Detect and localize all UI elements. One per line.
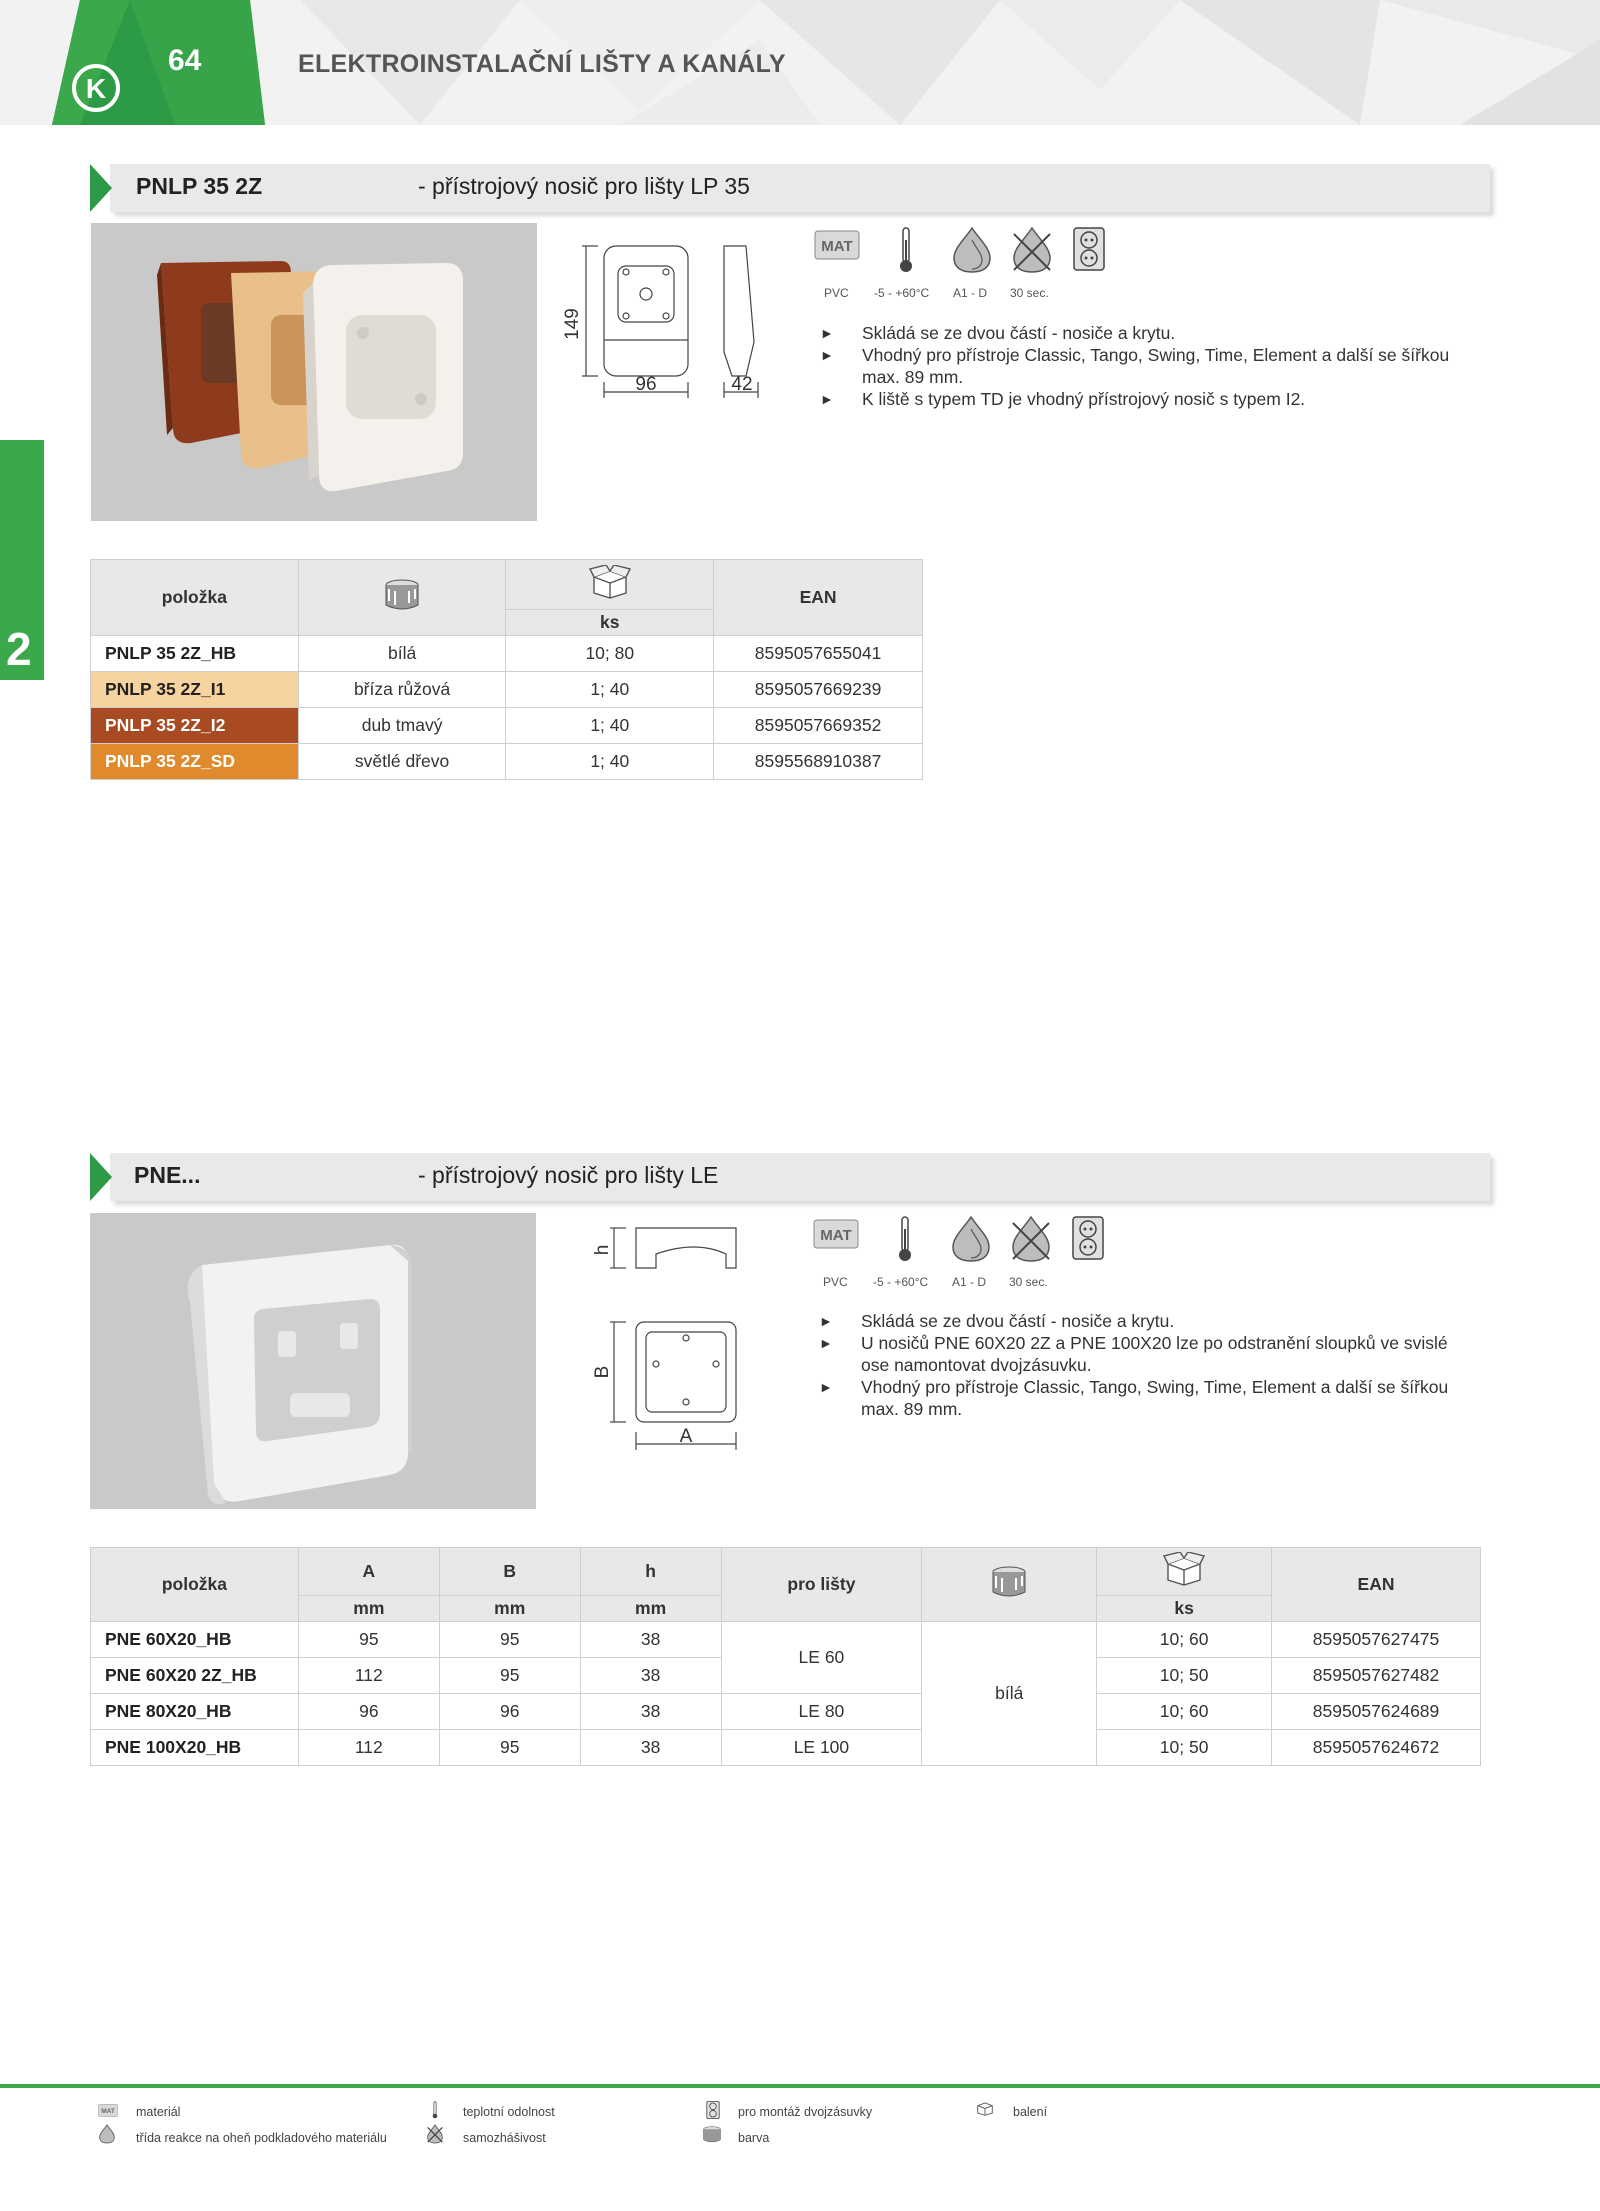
section1-bullet-list [820, 322, 1460, 410]
product-ean: 8595568910387 [714, 744, 923, 780]
legend-box-icon [975, 2100, 995, 2116]
section1-product-table [90, 559, 923, 780]
legend-temperature: teplotní odolnost [463, 2105, 555, 2119]
self-extinguish-icon [1009, 1215, 1053, 1263]
header-rails: pro lišty [721, 1548, 922, 1622]
product-ean: 8595057627482 [1272, 1658, 1481, 1694]
header-unit-b: mm [439, 1596, 580, 1622]
double-socket-icon [1072, 226, 1106, 272]
footer-divider [0, 2084, 1600, 2088]
spec-material-label: PVC [824, 286, 849, 300]
section2-product-photo [90, 1213, 536, 1509]
dim-b: 96 [439, 1694, 580, 1730]
chapter-number: 2 [6, 623, 32, 675]
rail-type: LE 60 [721, 1622, 922, 1694]
paint-can-icon [383, 579, 421, 611]
header-a: A [298, 1548, 439, 1596]
product-ean: 8595057624672 [1272, 1730, 1481, 1766]
chapter-tab [0, 440, 44, 680]
table-row [91, 672, 923, 708]
section1-technical-drawing [558, 232, 778, 400]
header-triangles [0, 0, 1600, 125]
section2-title-bar [110, 1153, 1490, 1201]
table-row [91, 1730, 1481, 1766]
rail-type: LE 80 [721, 1694, 922, 1730]
header-b: B [439, 1548, 580, 1596]
section2-code: PNE... [134, 1162, 201, 1188]
dim-a: 112 [298, 1658, 439, 1694]
legend-thermometer-icon [432, 2101, 438, 2119]
legend-double-socket: pro montáž dvojzásuvky [738, 2105, 873, 2119]
legend-fire-class: třída reakce na oheň podkladového materiálu [136, 2131, 387, 2145]
header-color [922, 1548, 1097, 1622]
bullet-item: ► Vhodný pro přístroje Classic, Tango, Swing, Time, Element a další se šířkou max. 89 mm. [819, 1376, 1459, 1420]
company-logo [70, 62, 122, 114]
header-unit-h: mm [580, 1596, 721, 1622]
table-row [91, 1694, 1481, 1730]
product-code: PNE 100X20_HB [91, 1730, 299, 1766]
spec-material-label: PVC [823, 1275, 848, 1289]
dim-a: 112 [298, 1730, 439, 1766]
box-icon [588, 565, 632, 599]
flame-icon [949, 1215, 993, 1263]
product-code: PNE 60X20 2Z_HB [91, 1658, 299, 1694]
page-title: ELEKTROINSTALAČNÍ LIŠTY A KANÁLY [298, 50, 786, 78]
legend-mat-icon [98, 2104, 118, 2117]
product-color: světlé dřevo [298, 744, 506, 780]
header-pack-unit: ks [506, 610, 714, 636]
product-code: PNE 80X20_HB [91, 1694, 299, 1730]
dimension-a-label: A [679, 1426, 693, 1447]
section1-code: PNLP 35 2Z [136, 173, 263, 199]
svg-text:MAT: MAT [821, 238, 853, 255]
table-row [91, 1622, 1481, 1658]
section2-product-table [90, 1547, 1481, 1766]
dim-a: 96 [298, 1694, 439, 1730]
section1-title-bar [110, 164, 1490, 212]
section1-arrow-icon [90, 164, 112, 212]
product-ean: 8595057655041 [714, 636, 923, 672]
legend-self-extinguish-icon [426, 2124, 444, 2144]
product-color: bříza růžová [298, 672, 506, 708]
section2-bullet-list [819, 1310, 1459, 1420]
bullet-item: ► Skládá se ze dvou částí - nosiče a krytu. [820, 322, 1460, 344]
dim-b: 95 [439, 1622, 580, 1658]
paint-can-icon [990, 1566, 1028, 1598]
page-number: 64 [168, 44, 202, 77]
legend-color: barva [738, 2131, 770, 2145]
thermometer-icon [897, 1215, 913, 1263]
spec-temperature-label: -5 - +60°C [873, 1275, 929, 1289]
header-ean: EAN [1272, 1548, 1481, 1622]
legend-flame-icon [98, 2124, 116, 2144]
product-pack: 10; 60 [1097, 1622, 1272, 1658]
bullet-item: ► K liště s typem TD je vhodný přístrojový nosič s typem I2. [820, 388, 1460, 410]
product-color: bílá [298, 636, 506, 672]
product-code: PNLP 35 2Z_I1 [91, 672, 299, 708]
section1-product-photo [91, 223, 537, 521]
svg-text:MAT: MAT [101, 2108, 115, 2116]
product-pack: 1; 40 [506, 672, 714, 708]
dim-b: 95 [439, 1730, 580, 1766]
dim-h: 38 [580, 1622, 721, 1658]
product-code: PNE 60X20_HB [91, 1622, 299, 1658]
self-extinguish-icon [1010, 226, 1054, 274]
product-ean: 8595057624689 [1272, 1694, 1481, 1730]
product-color: dub tmavý [298, 708, 506, 744]
spec-self-extinguish-label: 30 sec. [1010, 286, 1049, 300]
mat-icon [813, 1219, 859, 1249]
product-code: PNLP 35 2Z_I2 [91, 708, 299, 744]
header-h: h [580, 1548, 721, 1596]
product-ean: 8595057669239 [714, 672, 923, 708]
dimension-h-label: h [592, 1244, 613, 1256]
double-socket-icon [1071, 1215, 1105, 1261]
dimension-b-label: B [592, 1365, 613, 1379]
flame-icon [950, 226, 994, 274]
spec-self-extinguish-label: 30 sec. [1009, 1275, 1048, 1289]
table-row [91, 744, 923, 780]
svg-text:MAT: MAT [820, 1227, 852, 1244]
header-unit-a: mm [298, 1596, 439, 1622]
legend-self-extinguish: samozhášivost [463, 2131, 546, 2145]
dimension-depth-label: 42 [731, 374, 753, 395]
legend-packaging: balení [1013, 2105, 1048, 2119]
header-item: položka [91, 1548, 299, 1622]
dim-h: 38 [580, 1658, 721, 1694]
bullet-item: ► Skládá se ze dvou částí - nosiče a krytu. [819, 1310, 1459, 1332]
product-code: PNLP 35 2Z_HB [91, 636, 299, 672]
box-icon [1162, 1552, 1206, 1586]
header-background [0, 0, 1600, 125]
product-ean: 8595057669352 [714, 708, 923, 744]
header-color [298, 560, 506, 636]
header-ean: EAN [714, 560, 923, 636]
section2-technical-drawing [586, 1220, 746, 1456]
header-packaging [1097, 1548, 1272, 1596]
section2-arrow-icon [90, 1153, 112, 1201]
spec-fire-class-label: A1 - D [953, 286, 988, 300]
header-item: položka [91, 560, 299, 636]
thermometer-icon [898, 226, 914, 274]
product-pack: 10; 50 [1097, 1658, 1272, 1694]
legend-paint-can-icon [702, 2126, 722, 2143]
dimension-height-label: 149 [562, 308, 583, 340]
svg-text:K: K [85, 73, 107, 104]
section2-description: - přístrojový nosič pro lišty LE [418, 1162, 719, 1188]
dim-h: 38 [580, 1730, 721, 1766]
legend-material: materiál [136, 2105, 181, 2119]
rail-type: LE 100 [721, 1730, 922, 1766]
table-row [91, 708, 923, 744]
bullet-item: ► U nosičů PNE 60X20 2Z a PNE 100X20 lze po odstranění sloupků ve svislé ose namontovat dvojzásuvku. [819, 1332, 1459, 1376]
product-pack: 1; 40 [506, 708, 714, 744]
product-color: bílá [922, 1622, 1097, 1766]
product-pack: 1; 40 [506, 744, 714, 780]
product-pack: 10; 50 [1097, 1730, 1272, 1766]
product-ean: 8595057627475 [1272, 1622, 1481, 1658]
section1-description: - přístrojový nosič pro lišty LP 35 [418, 173, 750, 199]
mat-icon [814, 230, 860, 260]
product-code: PNLP 35 2Z_SD [91, 744, 299, 780]
spec-temperature-label: -5 - +60°C [874, 286, 930, 300]
product-pack: 10; 80 [506, 636, 714, 672]
product-pack: 10; 60 [1097, 1694, 1272, 1730]
header-packaging [506, 560, 714, 610]
dimension-width-label: 96 [635, 374, 657, 395]
dim-a: 95 [298, 1622, 439, 1658]
legend-double-socket-icon [706, 2100, 720, 2120]
dim-h: 38 [580, 1694, 721, 1730]
spec-fire-class-label: A1 - D [952, 1275, 987, 1289]
bullet-item: ► Vhodný pro přístroje Classic, Tango, Swing, Time, Element a další se šířkou max. 89 mm. [820, 344, 1460, 388]
dim-b: 95 [439, 1658, 580, 1694]
header-pack-unit: ks [1097, 1596, 1272, 1622]
table-row [91, 636, 923, 672]
